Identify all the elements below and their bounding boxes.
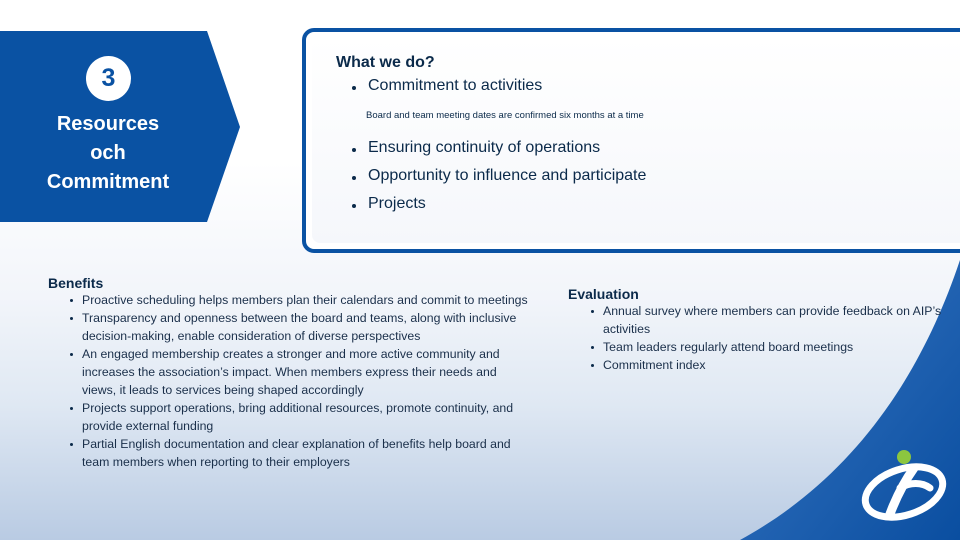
bullet-icon — [591, 310, 594, 313]
list-item-text: Proactive scheduling helps members plan their calendars and commit to meetings — [82, 293, 528, 307]
list-item — [68, 345, 530, 399]
list-item-text: Commitment index — [603, 358, 706, 372]
evaluation-list — [589, 302, 949, 374]
section-number: 3 — [86, 56, 131, 101]
aip-logo-icon — [860, 448, 948, 522]
list-item-text: Transparency and openness between the board and teams, along with inclusive decision-making, enable consideration of diverse perspectives — [82, 311, 517, 343]
bullet-icon — [352, 86, 356, 90]
bullet-icon — [70, 353, 73, 356]
section-title — [20, 110, 196, 197]
list-item — [68, 309, 530, 345]
list-item-text: An engaged membership creates a stronger and more active community and increases the association’s impact. When members express their needs and views, it leads to services being shaped accordingly — [82, 347, 500, 397]
list-item-text: Annual survey where members can provide feedback on AIP’s activities — [603, 304, 942, 336]
list-item-text: Opportunity to influence and participate — [368, 167, 647, 184]
section-title-line: och — [90, 142, 126, 164]
evaluation-title: Evaluation — [568, 286, 639, 302]
list-item-text: Partial English documentation and clear explanation of benefits help board and team members when reporting to their employers — [82, 437, 511, 469]
list-item — [589, 338, 949, 356]
bullet-icon — [70, 407, 73, 410]
bullet-icon — [352, 176, 356, 180]
list-item-text: Projects support operations, bring additional resources, promote continuity, and provide external funding — [82, 401, 514, 433]
bullet-icon — [70, 317, 73, 320]
sub-note: Board and team meeting dates are confirmed six months at a time — [366, 110, 644, 121]
bullet-icon — [352, 148, 356, 152]
benefits-list — [68, 291, 530, 471]
benefits-title: Benefits — [48, 275, 104, 291]
list-item — [68, 435, 530, 471]
section-title-line: Resources — [56, 113, 160, 135]
bullet-icon — [70, 299, 73, 302]
bullet-icon — [70, 443, 73, 446]
list-item-text: Projects — [368, 195, 426, 212]
list-item-text: Ensuring continuity of operations — [368, 139, 601, 156]
list-item-text: Team leaders regularly attend board meetings — [603, 340, 854, 354]
bullet-icon — [352, 204, 356, 208]
list-item — [68, 291, 530, 309]
list-item-text: Commitment to activities — [368, 77, 543, 94]
list-item — [68, 399, 530, 435]
list-item — [589, 302, 949, 338]
bullet-icon — [591, 346, 594, 349]
list-item — [589, 356, 949, 374]
what-we-do-title: What we do? — [336, 54, 435, 71]
section-title-line: Commitment — [46, 171, 170, 193]
bullet-icon — [591, 364, 594, 367]
